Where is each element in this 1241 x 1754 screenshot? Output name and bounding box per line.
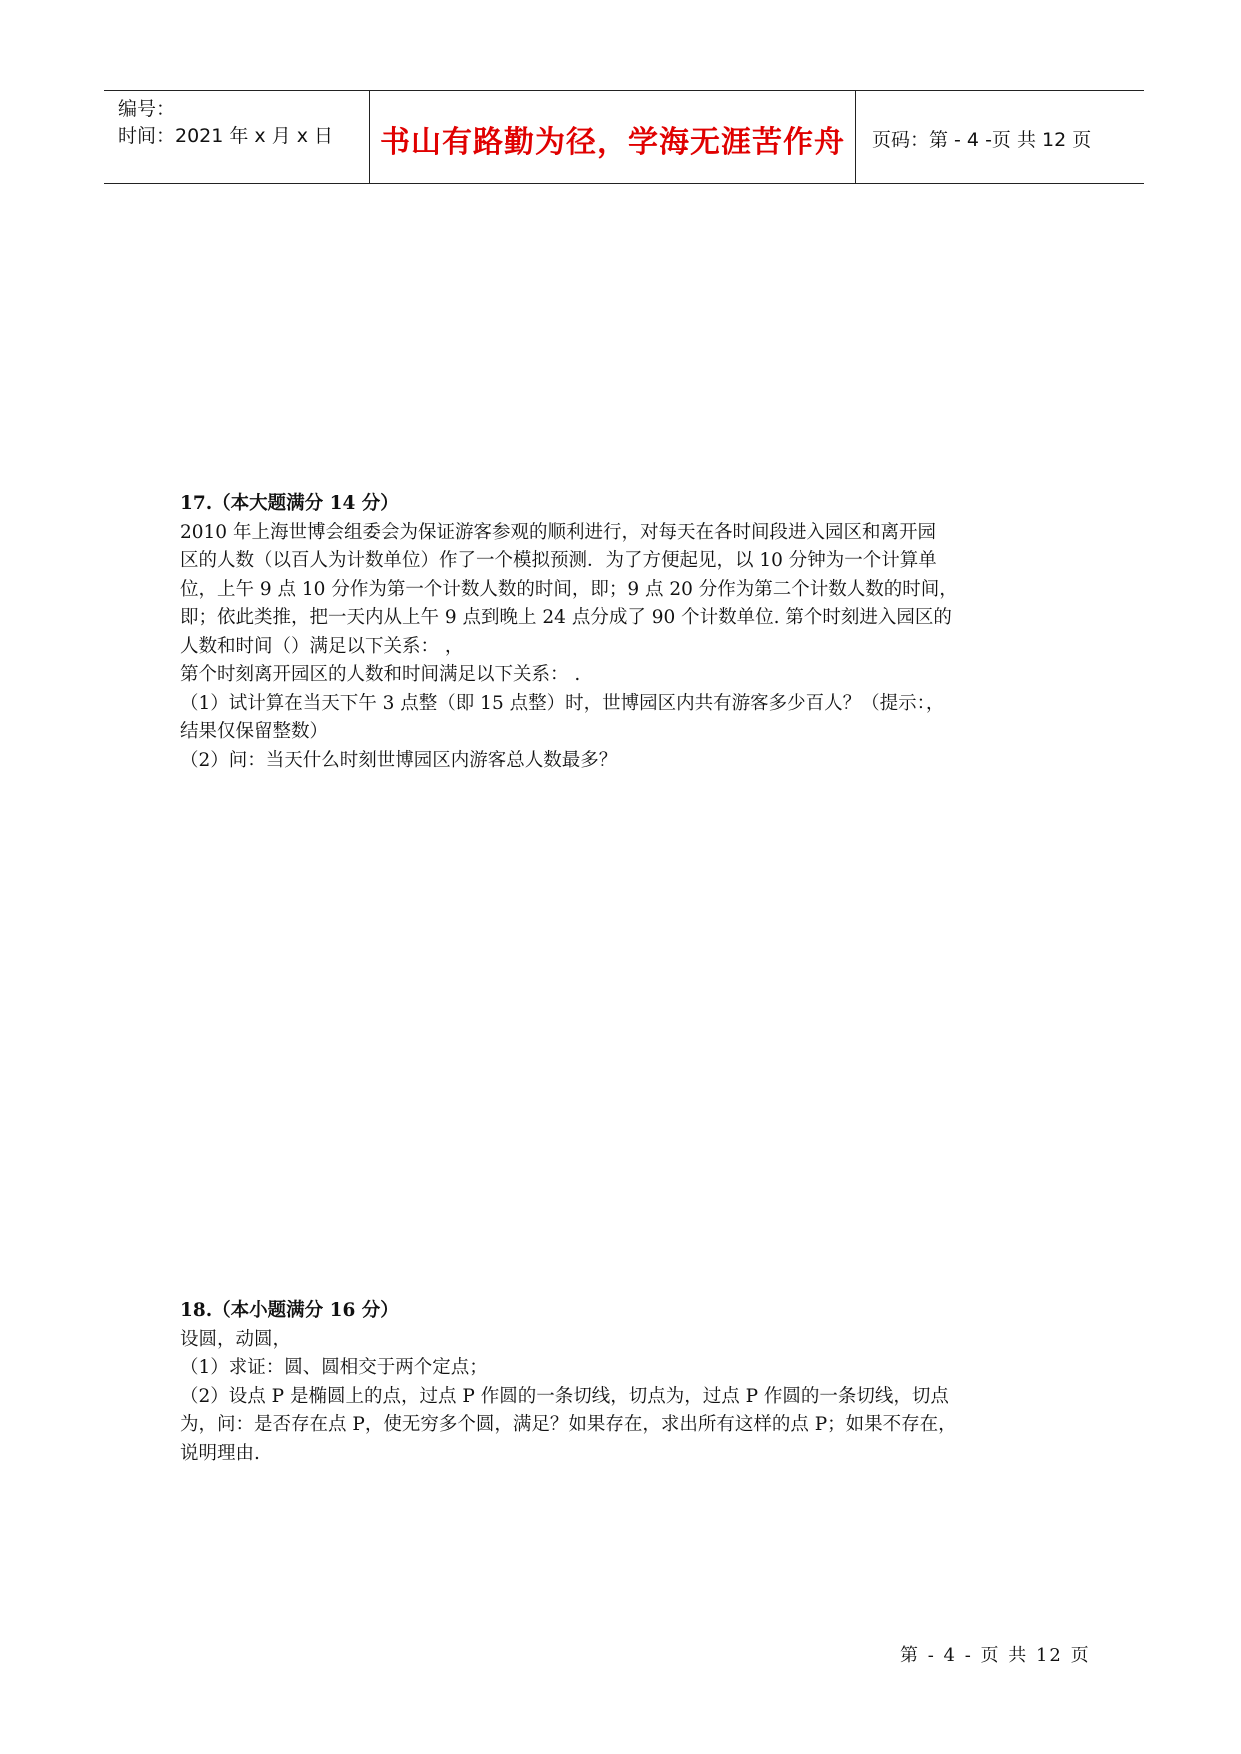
code-label: 编号： — [118, 98, 176, 120]
header-meta-cell — [104, 91, 370, 183]
question-17-line: （1）试计算在当天下午 3 点整（即 15 点整）时，世博园区内共有游客多少百人？（提示：， — [180, 692, 945, 714]
page-header — [104, 90, 1144, 184]
motto: 书山有路勤为径，学海无涯苦作舟 — [380, 125, 845, 160]
question-17-line: 人数和时间（）满足以下关系： ， — [180, 635, 464, 657]
question-17-line: 结果仅保留整数） — [180, 721, 329, 742]
question-18-title: 18.（本小题满分 16 分） — [180, 1300, 399, 1321]
question-17 — [180, 490, 1100, 775]
header-page-cell — [856, 91, 1144, 183]
time-label: 时间：2021 年 x 月 x 日 — [118, 125, 334, 147]
question-18-line: 说明理由. — [180, 1442, 260, 1464]
question-17-title: 17.（本大题满分 14 分） — [180, 493, 399, 514]
question-17-line: 区的人数（以百人为计数单位）作了一个模拟预测．为了方便起见，以 10 分钟为一个计算单 — [180, 550, 937, 571]
page-footer: 第 - 4 - 页 共 12 页 — [900, 1645, 1091, 1666]
question-17-line: 即；依此类推，把一天内从上午 9 点到晚上 24 点分成了 90 个计数单位. 第个时刻进入园区的 — [180, 607, 952, 628]
question-18-line: 设圆，动圆， — [180, 1328, 292, 1350]
page-info: 页码：第 - 4 -页 共 12 页 — [872, 129, 1092, 151]
question-18-line: （2）设点 P 是椭圆上的点，过点 P 作圆的一条切线，切点为，过点 P 作圆的一条切线，切点 — [180, 1385, 949, 1407]
question-18 — [180, 1297, 1100, 1468]
question-17-line: 第个时刻离开园区的人数和时间满足以下关系： . — [180, 664, 581, 685]
question-18-line: （1）求证：圆、圆相交于两个定点； — [180, 1357, 488, 1378]
question-17-line: 位，上午 9 点 10 分作为第一个计数人数的时间，即；9 点 20 分作为第二个计数人数的时间， — [180, 578, 958, 600]
question-17-line: （2）问：当天什么时刻世博园区内游客总人数最多？ — [180, 749, 618, 771]
question-17-line: 2010 年上海世博会组委会为保证游客参观的顺利进行，对每天在各时间段进入园区和离开园 — [180, 521, 936, 543]
question-18-line: 为，问：是否存在点 P，使无穷多个圆，满足？如果存在，求出所有这样的点 P；如果不存在， — [180, 1414, 957, 1435]
header-motto-cell — [370, 91, 856, 183]
